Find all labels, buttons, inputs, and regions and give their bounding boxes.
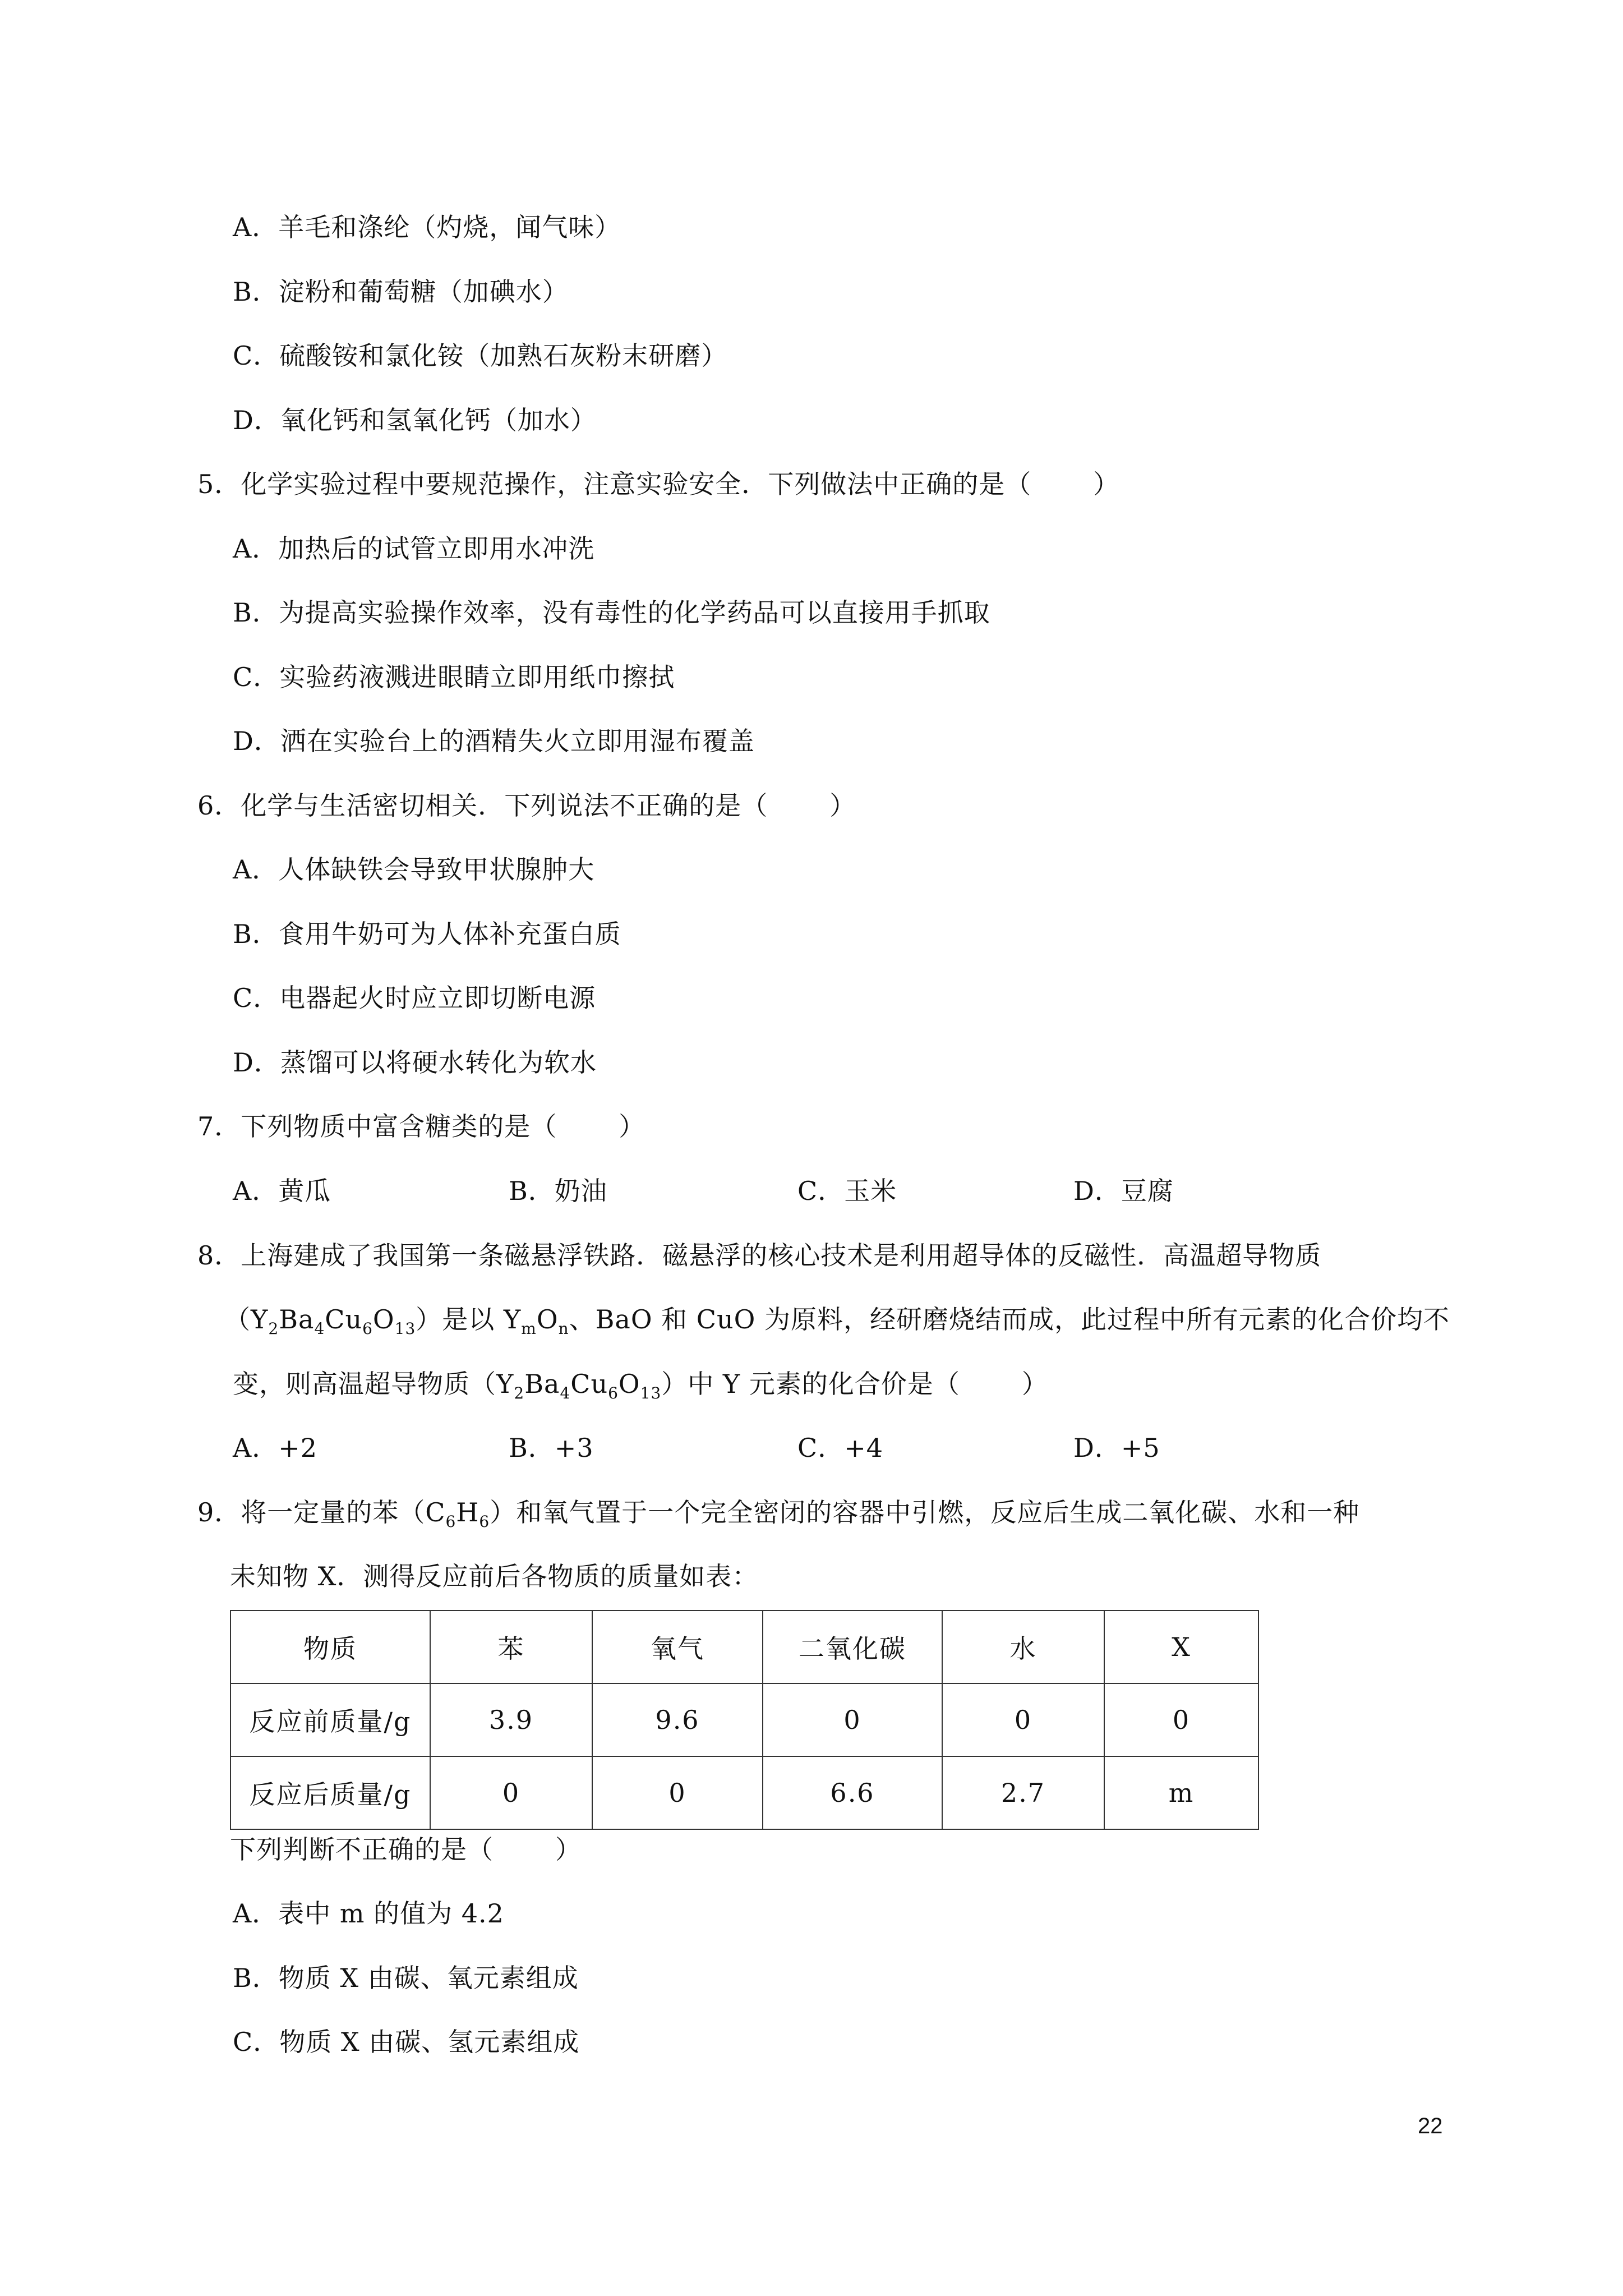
q4-option-b: B．淀粉和葡萄糖（加碘水） [233,277,569,307]
table-cell: 氧气 [592,1611,763,1683]
table-cell: 反应后质量/g [230,1756,430,1829]
q9-option-b: B．物质 X 由碳、氧元素组成 [233,1963,579,1993]
q9-option-a: A．表中 m 的值为 4.2 [233,1898,504,1929]
q9-stem-line-1 [197,1496,1359,1529]
q8-subscript: m [521,1319,537,1338]
q8-subscript: 4 [560,1384,571,1402]
table-cell: 0 [430,1756,592,1829]
q9-text: 9．将一定量的苯（C [197,1497,446,1527]
q8-text: ）是以 Y [416,1304,522,1335]
q8-text: （Y [224,1304,269,1335]
q9-close-paren: ） [555,1834,582,1865]
q5-option-d: D．洒在实验台上的酒精失火立即用湿布覆盖 [233,726,755,756]
q8-text: Cu [325,1304,363,1335]
q7-option-d: D．豆腐 [1073,1176,1174,1206]
q5-stem [197,467,1119,501]
q6-stem [197,789,856,822]
q7-close-paren: ） [619,1111,645,1142]
q9-question-text: 下列判断不正确的是（ [230,1834,494,1865]
q8-stem-line-1: 8．上海建成了我国第一条磁悬浮铁路．磁悬浮的核心技术是利用超导体的反磁性．高温超导物质 [197,1240,1322,1271]
q9-subscript: 6 [479,1512,490,1531]
q8-subscript: 13 [640,1384,662,1402]
q8-stem-line-2 [224,1303,1450,1336]
q8-option-d: D．+5 [1073,1433,1160,1463]
q5-option-c: C．实验药液溅进眼睛立即用纸巾擦拭 [233,662,675,692]
q9-stem-line-2: 未知物 X．测得反应前后各物质的质量如表： [230,1561,759,1591]
table-cell: 0 [763,1683,942,1756]
q8-option-c: C．+4 [797,1433,884,1463]
q5-stem-text: 5．化学实验过程中要规范操作，注意实验安全．下列做法中正确的是（ [197,469,1032,499]
q4-option-d: D．氧化钙和氢氧化钙（加水） [233,405,597,435]
q8-subscript: 6 [362,1319,373,1338]
q8-subscript: 13 [394,1319,416,1338]
table-row [230,1756,1258,1829]
q5-option-a: A．加热后的试管立即用水冲洗 [233,533,595,564]
table-cell: m [1104,1756,1258,1829]
q7-stem [197,1110,645,1143]
q6-close-paren: ） [829,790,856,821]
q8-text: Ba [524,1369,560,1399]
q6-option-a: A．人体缺铁会导致甲状腺肿大 [233,854,595,885]
q8-text: 、BaO 和 CuO 为原料，经研磨烧结而成，此过程中所有元素的化合价均不 [569,1304,1450,1335]
table-cell: 物质 [230,1611,430,1683]
q9-option-c: C．物质 X 由碳、氢元素组成 [233,2027,580,2057]
page-number: 22 [1418,2114,1443,2138]
q9-text: ）和氧气置于一个完全密闭的容器中引燃，反应后生成二氧化碳、水和一种 [490,1497,1360,1527]
q8-option-b: B．+3 [509,1433,594,1463]
q8-subscript: 6 [608,1384,619,1402]
q8-subscript: 2 [514,1384,525,1402]
table-cell: 反应前质量/g [230,1683,430,1756]
table-cell: 苯 [430,1611,592,1683]
mass-table [230,1610,1259,1830]
q4-option-c: C．硫酸铵和氯化铵（加熟石灰粉末研磨） [233,341,728,371]
table-cell: 0 [1104,1683,1258,1756]
table-cell: 水 [942,1611,1104,1683]
q6-option-b: B．食用牛奶可为人体补充蛋白质 [233,919,621,949]
table-row [230,1683,1258,1756]
q8-text: Ba [279,1304,315,1335]
table-cell: 6.6 [763,1756,942,1829]
q8-subscript: 4 [314,1319,325,1338]
q5-close-paren: ） [1093,469,1120,499]
q6-option-d: D．蒸馏可以将硬水转化为软水 [233,1047,597,1078]
q7-option-c: C．玉米 [797,1176,897,1206]
q9-subscript: 6 [445,1512,457,1531]
q8-text: ）中 Y 元素的化合价是（ [661,1369,960,1399]
table-cell: 2.7 [942,1756,1104,1829]
q6-option-c: C．电器起火时应立即切断电源 [233,983,596,1013]
table-cell: 9.6 [592,1683,763,1756]
q8-text: O [372,1304,395,1335]
q7-option-a: A．黄瓜 [233,1176,331,1206]
q6-stem-text: 6．化学与生活密切相关．下列说法不正确的是（ [197,790,768,821]
q5-option-b: B．为提高实验操作效率，没有毒性的化学药品可以直接用手抓取 [233,597,990,628]
q8-text: Cu [570,1369,608,1399]
q8-text: 变，则高温超导物质（Y [233,1369,514,1399]
table-cell: 二氧化碳 [763,1611,942,1683]
q8-stem-line-3 [233,1367,1048,1401]
q9-text: H [456,1497,479,1527]
q7-stem-text: 7．下列物质中富含糖类的是（ [197,1111,557,1142]
q4-option-a: A．羊毛和涤纶（灼烧，闻气味） [233,212,621,242]
table-cell: 0 [592,1756,763,1829]
table-cell: 0 [942,1683,1104,1756]
q8-subscript: n [558,1319,569,1338]
q8-option-a: A．+2 [233,1433,318,1463]
q8-close-paren: ） [1021,1369,1048,1399]
q9-question [230,1833,582,1866]
table-cell: 3.9 [430,1683,592,1756]
q8-subscript: 2 [268,1319,279,1338]
table-header-row [230,1611,1258,1683]
q7-option-b: B．奶油 [509,1176,607,1206]
q8-text: O [536,1304,559,1335]
q8-text: O [618,1369,640,1399]
table-cell: X [1104,1611,1258,1683]
